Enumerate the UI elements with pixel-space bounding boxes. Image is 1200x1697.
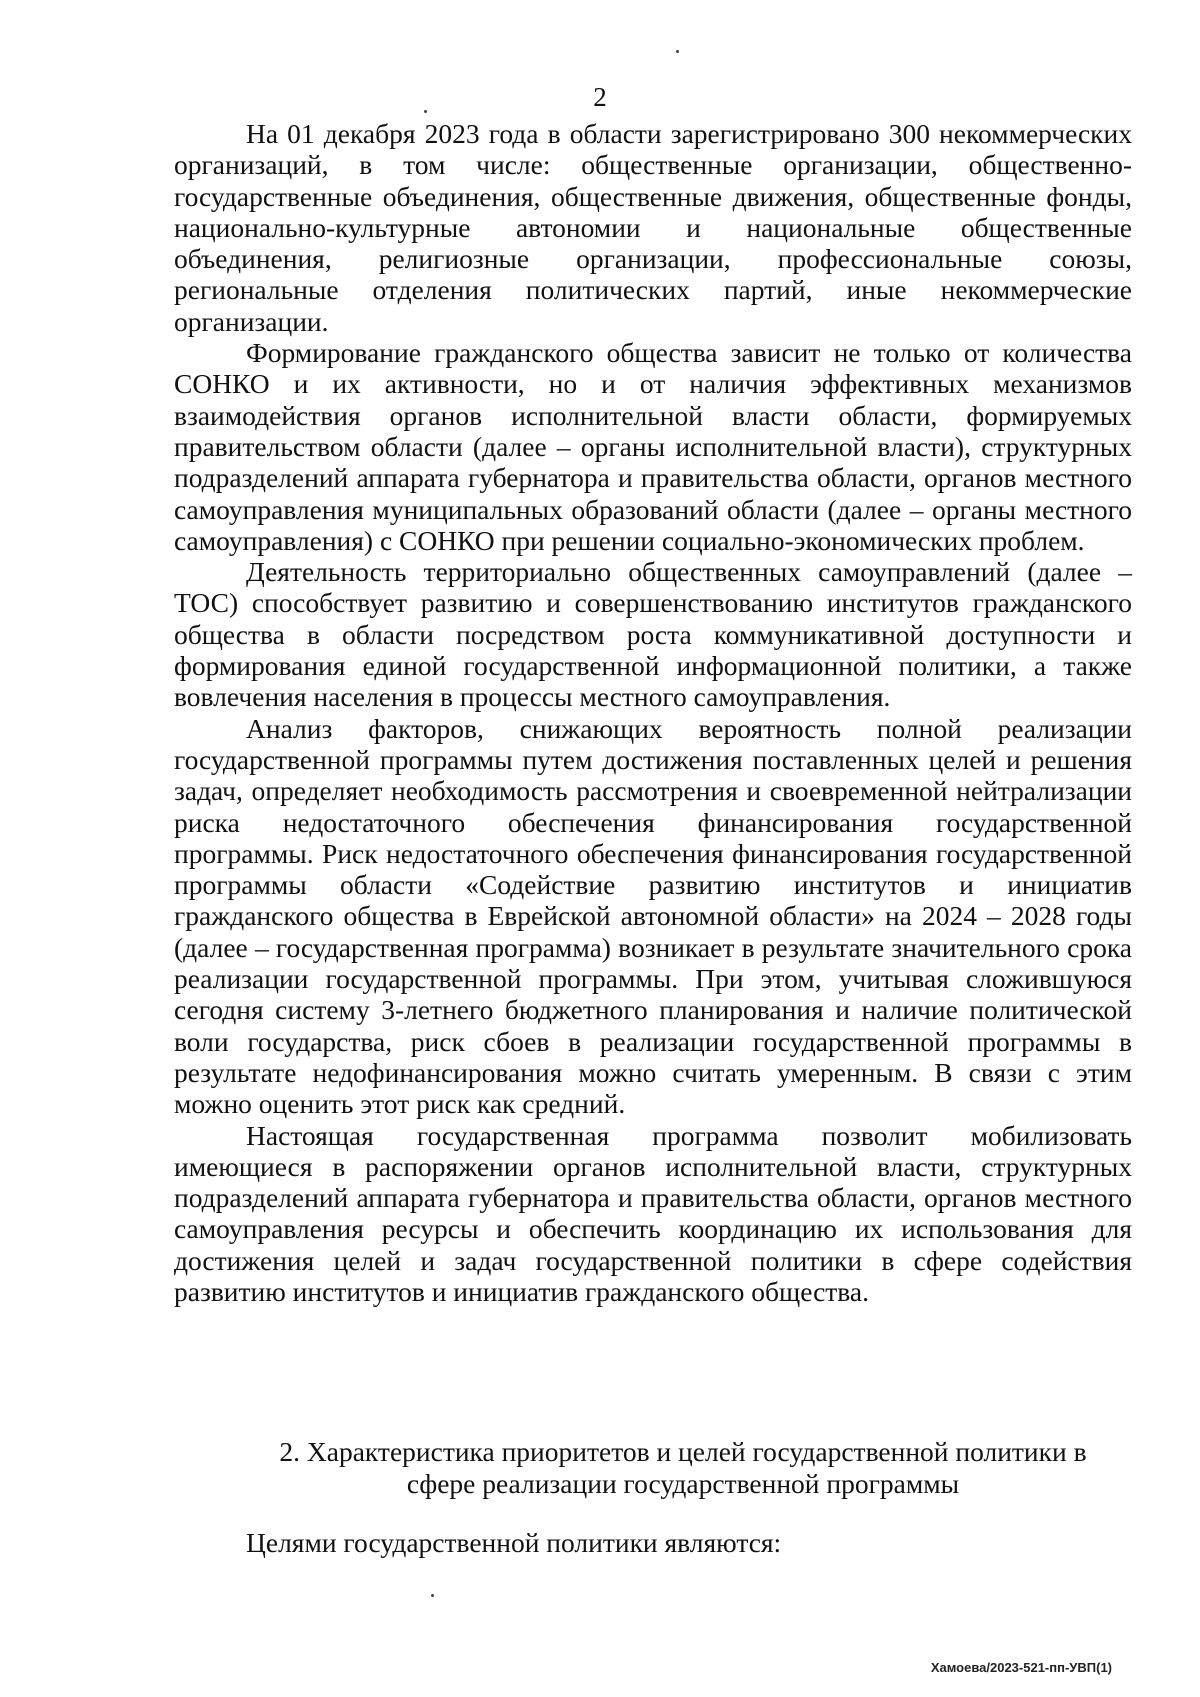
paragraph-risk-analysis: Анализ факторов, снижающих вероятность полной реализации государственной программы путем достижения поставленных целей и решения задач, определяет необходимость рассмотрения и своевременной нейтрализации риска недостаточного обеспечения финансирования государственной программы. Риск недостаточного обеспечения финансирования государственной программы области «Содействие развитию институтов и инициатив гражданского общества в Еврейской автономной области» на 2024 – 2028 годы (далее – государственная программа) возникает в результате значительного срока реализации государственной программы. При этом, учитывая сложившуюся сегодня систему 3-летнего бюджетного планирования и наличие политической воли государства, риск сбоев в реализации государственной программы в результате недофинансирования можно считать умеренным. В связи с этим можно оценить этот риск как средний.: [174, 712, 1132, 1120]
paragraph-civil-society-formation: Формирование гражданского общества зависит не только от количества СОНКО и их активности, но и от наличия эффективных механизмов взаимодействия органов исполнительной власти области, формируемых правительством области (далее – органы исполнительной власти), структурных подразделений аппарата губернатора и правительства области, органов местного самоуправления муниципальных образований области (далее – органы местного самоуправления) с СОНКО при решении социально-экономических проблем.: [174, 337, 1132, 556]
document-body: [174, 118, 1132, 1307]
scan-speck: [431, 1594, 434, 1597]
goals-intro: Целями государственной политики являются:: [246, 1527, 782, 1558]
paragraph-tos-activity: Деятельность территориально общественных самоуправлений (далее – ТОС) способствует развитию и совершенствованию институтов гражданского общества в области посредством роста коммуникативной доступности и формирования единой государственной информационной политики, а также вовлечения населения в процессы местного самоуправления.: [174, 556, 1132, 713]
document-footer-id: Хамоева/2023-521-пп-УВП(1): [930, 1660, 1112, 1675]
section-heading-line-2: сфере реализации государственной программы: [406, 1468, 960, 1499]
paragraph-program-mobilization: Настоящая государственная программа позволит мобилизовать имеющиеся в распоряжении органов исполнительной власти, структурных подразделений аппарата губернатора и правительства области, органов местного самоуправления ресурсы и обеспечить координацию их использования для достижения целей и задач государственной политики в сфере содействия развитию институтов и инициатив гражданского общества.: [174, 1119, 1132, 1307]
scan-speck: [676, 50, 679, 53]
paragraph-registered-ngos: На 01 декабря 2023 года в области зарегистрировано 300 некоммерческих организаций, в том числе: общественные организации, общественно-государственные объединения, общественные движения, общественные фонды, национально-культурные автономии и национальные общественные объединения, религиозные организации, профессиональные союзы, региональные отделения политических партий, иные некоммерческие организации.: [174, 118, 1132, 337]
section-heading-line-1: 2. Характеристика приоритетов и целей государственной политики в: [279, 1436, 1087, 1467]
section-heading: [174, 1436, 1132, 1500]
page-number: 2: [593, 82, 607, 112]
scan-speck: [424, 110, 427, 113]
